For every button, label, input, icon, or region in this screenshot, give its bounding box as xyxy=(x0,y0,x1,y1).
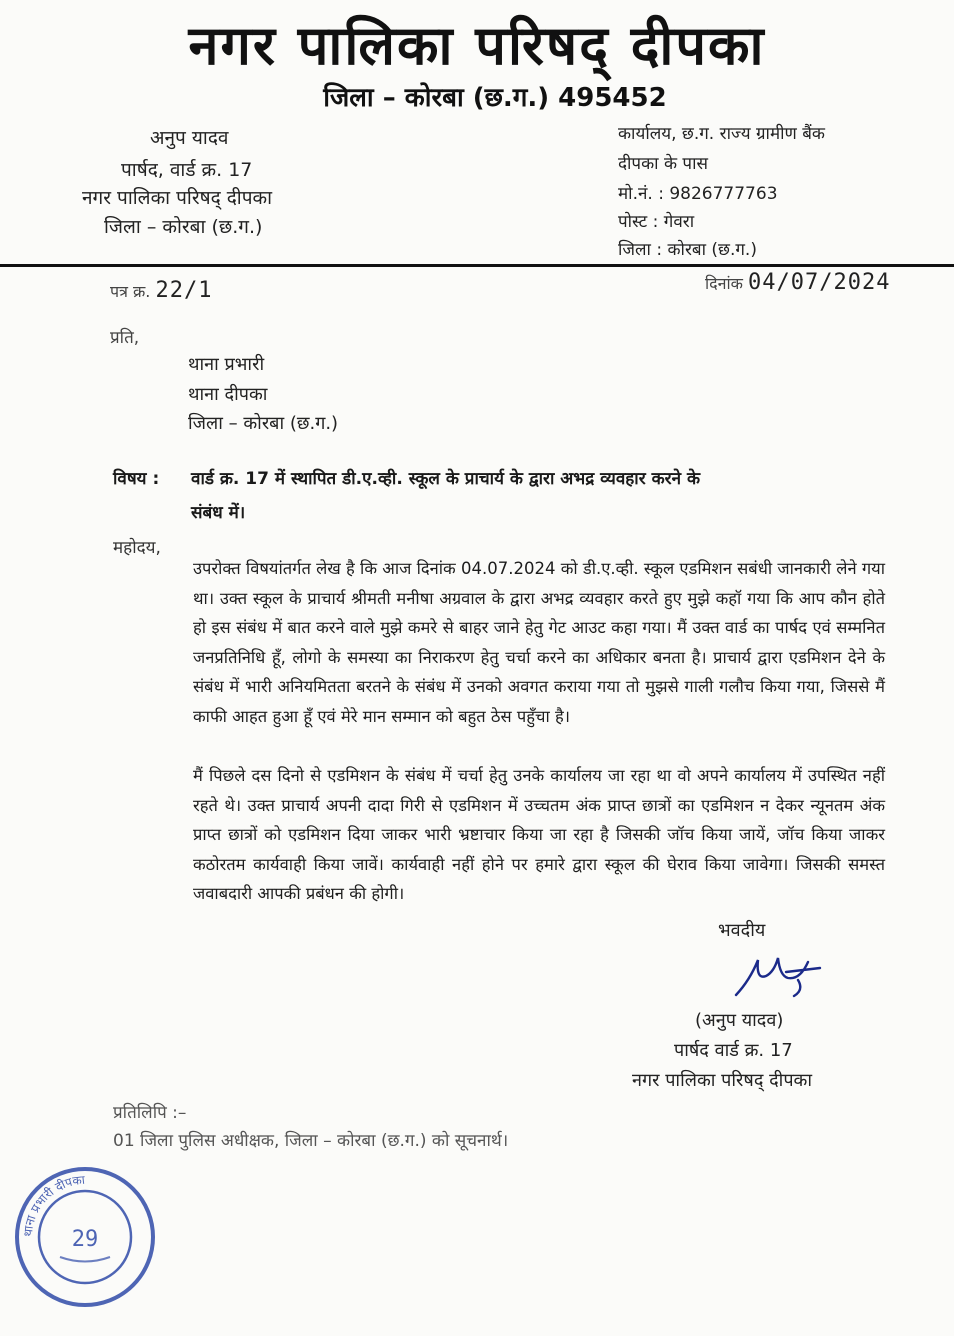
office-line2: दीपका के पास xyxy=(618,154,708,174)
stamp-number: 29 xyxy=(71,1227,99,1252)
office-line1: कार्यालय, छ.ग. राज्य ग्रामीण बैंक xyxy=(618,124,825,144)
date-value: 04/07/2024 xyxy=(748,270,891,295)
copy-to-label: प्रतिलिपि :– xyxy=(113,1103,187,1123)
subject-label: विषय : xyxy=(113,469,160,489)
body-paragraph-1-text: उपरोक्त विषयांतर्गत लेख है कि आज दिनांक 04.07.2024 को डी.ए.व्ही. स्कूल एडमिशन सबंधी जानकारी लेने गया था। उक्त स्कूल के प्राचार्य श्रीमती मनीषा अग्रवाल के द्वारा अभद्र व्यवहार करते हुए मुझे कहॉ गया कि आप कौन होते हो इस संबंध में बात करने वाले मुझे कमरे से बाहर जाने हेतु गेट आउट कहा गया। मैं उक्त वार्ड का पार्षद एवं सम्मनित जनप्रतिनिधि हूँ, लोगो के समस्या का निराकरण हेतु चर्चा करने का अधिकार बनता है। प्राचार्य द्वारा एडमिशन देने के संबंध में भारी अनियमितता बरतने के संबंध में उनको अवगत कराया गया तो मुझसे गाली गलौच किया गया, जिससे मैं काफी आहत हुआ हूँ एवं मेरे मान सम्मान को बहुत ठेस पहुँचा है। xyxy=(193,559,885,726)
copy-to-item-1: 01 जिला पुलिस अधीक्षक, जिला – कोरबा (छ.ग.) को सूचनार्थ। xyxy=(113,1131,509,1151)
letterhead-subtitle: जिला – कोरबा (छ.ग.) 495452 xyxy=(323,83,667,113)
body-paragraph-1 xyxy=(113,554,885,731)
stamp-text: थाना प्रभारी दीपका xyxy=(20,1172,86,1238)
body-paragraph-2 xyxy=(113,761,885,909)
letter-number xyxy=(110,278,212,303)
sender-name: अनुप यादव xyxy=(150,127,229,149)
body-paragraph-2-text: मैं पिछले दस दिनो से एडमिशन के संबंध में चर्चा हेतु उनके कार्यालय जा रहा था वो अपने कार्यालय में उपस्थित नहीं रहते थे। उक्त प्राचार्य अपनी दादा गिरी से एडमिशन में उच्चतम अंक प्राप्त छात्रों का एडमिशन न देकर न्यूनतम अंक प्राप्त छात्रों को एडमिशन दिया जाकर भारी भ्रष्टाचार किया जा रहा है जिसकी जॉच किया जायें, जॉच किया जाकर कठोरतम कार्यवाही किया जावें। कार्यवाही नहीं होने पर हमारे द्वारा स्कूल की घेराव किया जावेगा। जिसकी समस्त जवाबदारी आपकी प्रबंधन की होगी। xyxy=(193,766,885,903)
sender-post: पार्षद, वार्ड क्र. 17 xyxy=(121,159,253,181)
office-phone: मो.नं. : 9826777763 xyxy=(618,184,778,204)
recipient-prefix: प्रति, xyxy=(110,328,140,348)
office-post: पोस्ट : गेवरा xyxy=(618,212,695,232)
letter-date xyxy=(705,270,891,295)
letter-number-label: पत्र क्र. xyxy=(110,282,151,301)
closing-council: नगर पालिका परिषद् दीपका xyxy=(632,1070,813,1091)
letter-number-value: 22/1 xyxy=(155,278,213,303)
sender-council: नगर पालिका परिषद् दीपका xyxy=(82,187,273,209)
subject xyxy=(113,462,883,530)
sender-district: जिला – कोरबा (छ.ग.) xyxy=(104,216,263,238)
closing-post: पार्षद वार्ड क्र. 17 xyxy=(674,1040,793,1061)
recipient-line3: जिला – कोरबा (छ.ग.) xyxy=(188,413,339,434)
subject-line1: वार्ड क्र. 17 में स्थापित डी.ए.व्ही. स्कूल के प्राचार्य के द्वारा अभद्र व्यवहार करने के xyxy=(191,469,700,489)
closing-name: (अनुप यादव) xyxy=(695,1010,784,1031)
police-station-stamp xyxy=(10,1162,160,1312)
subject-line2: संबंध में। xyxy=(191,503,246,523)
signature xyxy=(728,950,828,1002)
header-rule xyxy=(0,264,954,267)
closing-yours: भवदीय xyxy=(718,920,766,941)
date-label: दिनांक xyxy=(705,274,743,293)
office-district: जिला : कोरबा (छ.ग.) xyxy=(618,240,757,260)
recipient-line1: थाना प्रभारी xyxy=(188,354,265,375)
letterhead-title: नगर पालिका परिषद् दीपका xyxy=(188,14,766,77)
salutation: महोदय, xyxy=(113,538,161,558)
recipient-line2: थाना दीपका xyxy=(188,384,268,405)
